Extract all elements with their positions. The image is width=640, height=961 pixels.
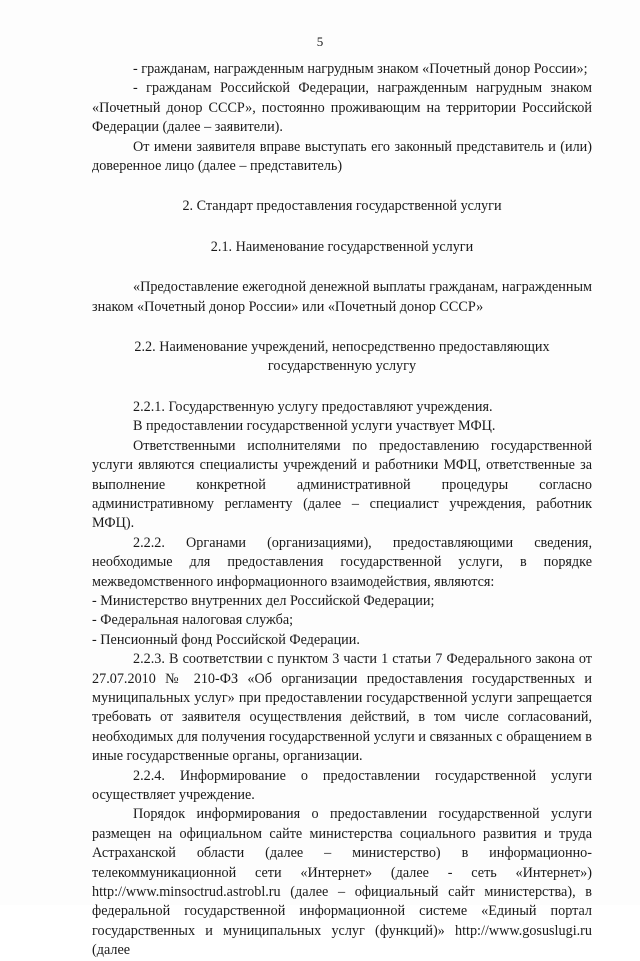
paragraph: - гражданам, награжденным нагрудным знаком «Почетный донор России»; xyxy=(133,61,588,77)
paragraph: 2.2.2. Органами (организациями), предоставляющими сведения, необходимые для предоставления государственной услуги, в порядке межведомственного информационного взаимодействия, являются: xyxy=(92,534,592,590)
paragraph: 2.2.4. Информирование о предоставлении государственной услуги осуществляет учреждение. xyxy=(92,767,592,803)
paragraph: 2.2.3. В соответствии с пунктом 3 части 1 статьи 7 Федерального закона от 27.07.2010 № 210-ФЗ «Об организации предоставления государственных и муниципальных услуг» при предоставлении государственной услуги запрещается требовать от заявителя осуществления действий, в том числе согласований, необходимых для получения государственной услуги и связанных с обращением в иные государственные органы, организации. xyxy=(92,651,592,765)
paragraph: Ответственными исполнителями по предоставлению государственной услуги являются специалисты учреждений и работники МФЦ, ответственные за выполнение конкретной административной процедуры согласно административному регламенту (далее – специалист учреждения, работник МФЦ). xyxy=(92,437,592,532)
list-item: - Министерство внутренних дел Российской Федерации; xyxy=(92,592,435,609)
service-name-paragraph: «Предоставление ежегодной денежной выплаты гражданам, награжденным знаком «Почетный донор России» или «Почетный донор СССР» xyxy=(92,279,592,315)
paragraph: От имени заявителя вправе выступать его законный представитель и (или) доверенное лицо (далее – представитель) xyxy=(92,138,592,175)
subsection-heading: 2.1. Наименование государственной услуги xyxy=(210,238,474,255)
page-number: 5 xyxy=(316,34,324,49)
list-item: - Федеральная налоговая служба; xyxy=(92,612,294,629)
list-item: - Пенсионный фонд Российской Федерации. xyxy=(92,631,360,648)
paragraph: 2.2.1. Государственную услугу предоставляют учреждения. xyxy=(133,398,493,415)
subsection-heading: 2.2. Наименование учреждений, непосредственно предоставляющих государственную услугу xyxy=(134,339,550,375)
paragraph: Порядок информирования о предоставлении государственной услуги размещен на официальном сайте министерства социального развития и труда Астраханской области (далее – министерство) в информационно-телекоммуникационной сети «Интернет» (далее - сеть «Интернет») http://www.minsoctrud.astrobl.ru (далее – официальный сайт министерства), в федеральной государственной информационной системе «Единый портал государственных и муниципальных услуг (функций)» http://www.gosuslugi.ru (далее xyxy=(92,806,592,959)
document-body xyxy=(92,60,592,961)
section-heading: 2. Стандарт предоставления государственной услуги xyxy=(182,198,502,215)
paragraph: - гражданам Российской Федерации, награжденным нагрудным знаком «Почетный донор СССР», постоянно проживающим на территории Российской Федерации (далее – заявители). xyxy=(92,80,592,136)
paragraph: В предоставлении государственной услуги участвует МФЦ. xyxy=(133,418,496,435)
